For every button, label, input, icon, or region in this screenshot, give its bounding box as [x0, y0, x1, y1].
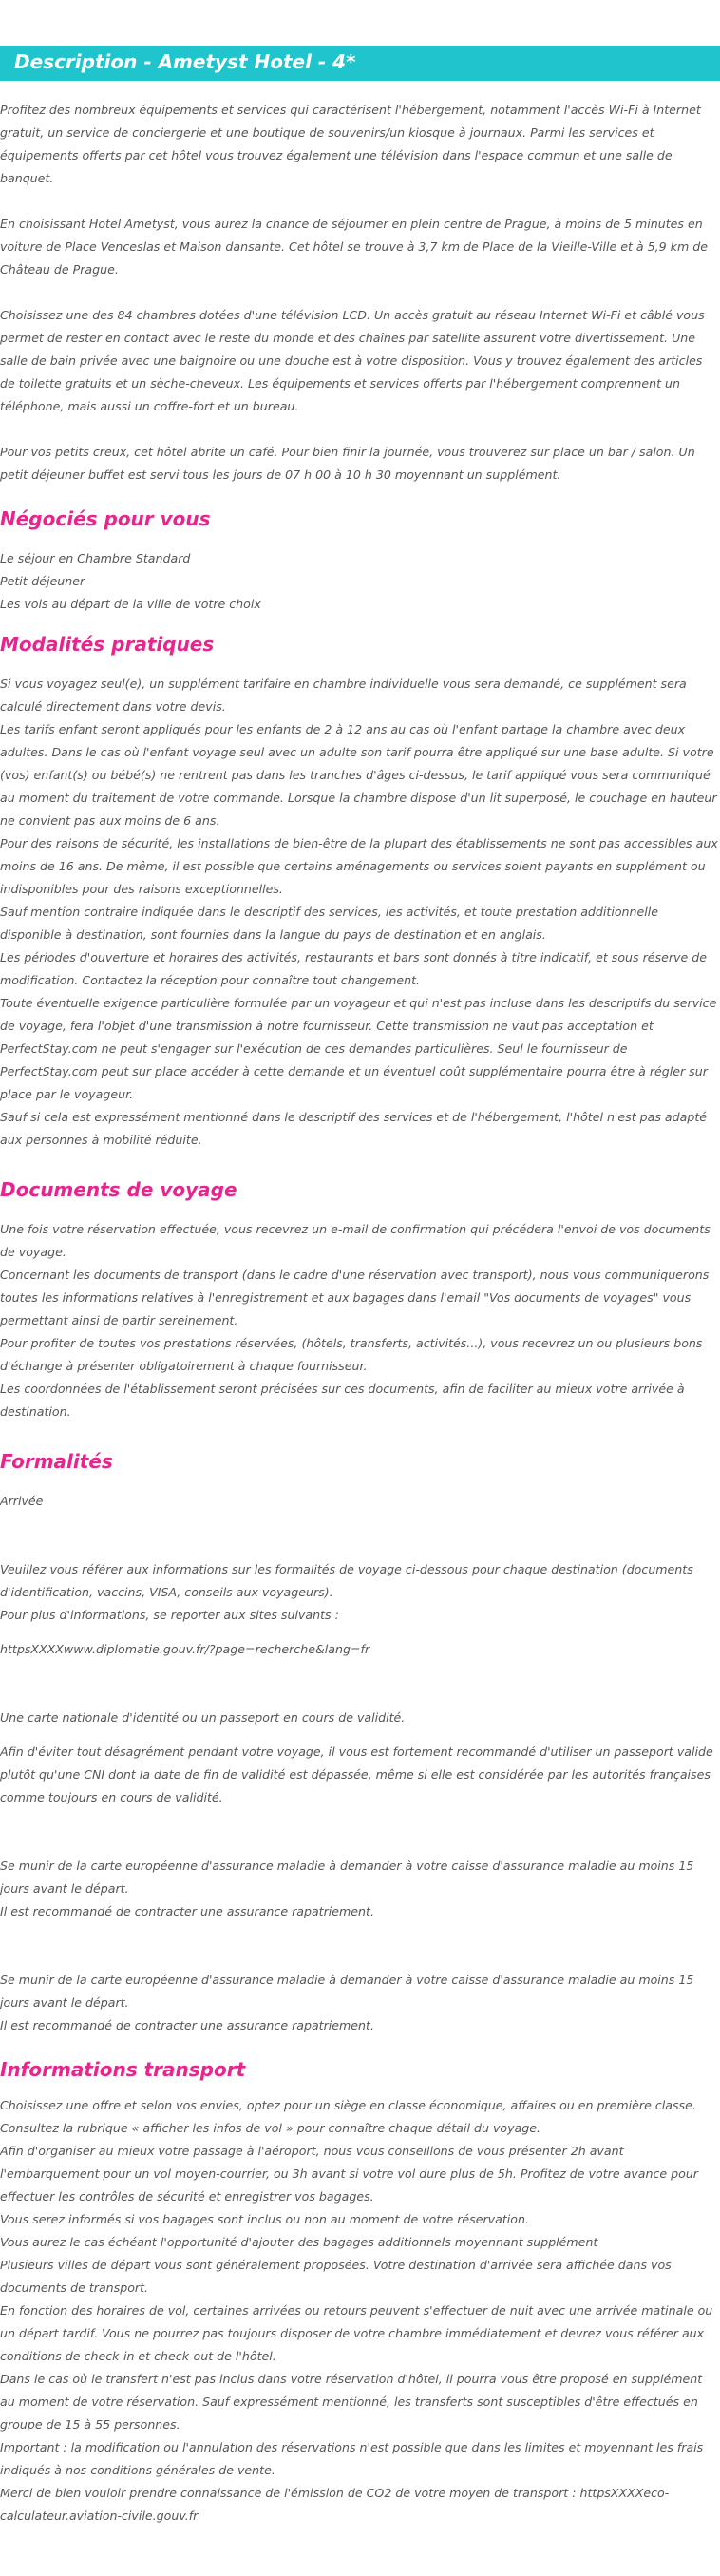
transport-line: Important : la modification ou l'annulation des réservations n'est possible que dans les limites et moyennant les frais indiqués à nos conditions générales de vente. [0, 2440, 704, 2477]
transport-line: Consultez la rubrique « afficher les infos de vol » pour connaître chaque détail du voyage. [0, 2121, 541, 2135]
documents-line: Une fois votre réservation effectuée, vous recevrez un e-mail de confirmation qui précédera l'envoi de vos documents de voyage. [0, 1222, 711, 1259]
transport-line: Afin d'organiser au mieux votre passage à l'aéroport, nous vous conseillons de vous présenter 2h avant l'embarquement pour un vol moyen-courrier, ou 3h avant si votre vol dure plus de 5h. Profitez de votre avance pour effectuer les contrôles de sécurité et enregistrer vos bagages. [0, 2144, 698, 2204]
formalites-munir: Se munir de la carte européenne d'assurance maladie à demander à votre caisse d'assurance maladie au moins 15 jours avant le départ. [0, 1973, 694, 2010]
formalites-munir: Se munir de la carte européenne d'assurance maladie à demander à votre caisse d'assurance maladie au moins 15 jours avant le départ. [0, 1859, 694, 1896]
documents-line: Pour profiter de toutes vos prestations réservées, (hôtels, transferts, activités...), vous recevrez un ou plusieurs bons d'échange à présenter obligatoirement à chaque fournisseur. [0, 1336, 703, 1373]
transport-line: En fonction des horaires de vol, certaines arrivées ou retours peuvent s'effectuer de nuit avec une arrivée matinale ou un départ tardif. Vous ne pourrez pas toujours disposer de votre chambre immédiatement et devrez vous référer aux conditions de check-in et check-out de l'hôtel. [0, 2303, 713, 2363]
modalites-line: Les tarifs enfant seront appliqués pour les enfants de 2 à 12 ans au cas où l'enfant partage la chambre avec deux adultes. Dans le cas où l'enfant voyage seul avec un adulte son tarif pourra être appliqué sur une base adulte. Si votre (vos) enfant(s) ou bébé(s) ne rentrent pas dans les tranches d'âges ci-dessus, le tarif appliqué vous sera communiqué au moment du traitement de votre commande. Lorsque la chambre dispose d'un lit superposé, le couchage en hauteur ne convient pas aux moins de 6 ans. [0, 722, 717, 828]
content [0, 99, 720, 2528]
formalites-rapatriement: Il est recommandé de contracter une assurance rapatriement. [0, 2018, 374, 2032]
transport-line: Choisissez une offre et selon vos envies, optez pour un siège en classe économique, affaires ou en première classe. [0, 2098, 696, 2112]
description-paragraph: Pour vos petits creux, cet hôtel abrite un café. Pour bien finir la journée, vous trouverez sur place un bar / salon. Un petit déjeuner buffet est servi tous les jours de 07 h 00 à 10 h 30 moyennant un supplément. [0, 445, 695, 482]
negocies-heading: Négociés pour vous [0, 507, 211, 530]
formalites-eviter: Afin d'éviter tout désagrément pendant votre voyage, il vous est fortement recommandé d'utiliser un passeport valide plutôt qu'une CNI dont la date de fin de validité est dépassée, même si elle est considérée par les autorités françaises comme toujours en cours de validité. [0, 1745, 713, 1804]
modalites-line: Les périodes d'ouverture et horaires des activités, restaurants et bars sont donnés à titre indicatif, et sous réserve de modification. Contactez la réception pour connaître tout changement. [0, 950, 707, 987]
negocies-item: Les vols au départ de la ville de votre choix [0, 597, 261, 611]
transport-line: Merci de bien vouloir prendre connaissance de l'émission de CO2 de votre moyen de transport : httpsXXXXeco-calculateur.aviation-civile.gouv.fr [0, 2486, 670, 2523]
modalites-line: Toute éventuelle exigence particulière formulée par un voyageur et qui n'est pas incluse dans les descriptifs du service de voyage, fera l'objet d'une transmission à notre fournisseur. Cette transmission ne vaut pas acceptation et PerfectStay.com ne peut s'engager sur l'exécution de ces demandes particulières. Seul le fournisseur de PerfectStay.com peut sur place accéder à cette demande et un éventuel coût supplémentaire pourra être à régler sur place par le voyageur. [0, 996, 717, 1101]
page-title: Description - Ametyst Hotel - 4* [14, 50, 356, 73]
documents-line: Les coordonnées de l'établissement seront précisées sur ces documents, afin de faciliter au mieux votre arrivée à destination. [0, 1382, 685, 1419]
modalites-line: Si vous voyagez seul(e), un supplément tarifaire en chambre individuelle vous sera demandé, ce supplément sera calculé directement dans votre devis. [0, 677, 687, 714]
formalites-heading: Formalités [0, 1450, 113, 1473]
description-section [0, 99, 720, 487]
negocies-item: Petit-déjeuner [0, 574, 85, 588]
transport-line: Dans le cas où le transfert n'est pas inclus dans votre réservation d'hôtel, il pourra vous être proposé en supplément au moment de votre réservation. Sauf expressément mentionné, les transferts sont susceptibles d'être effectués en groupe de 15 à 55 personnes. [0, 2372, 703, 2432]
documents-line: Concernant les documents de transport (dans le cadre d'une réservation avec transport), nous vous communiquerons toutes les informations relatives à l'enregistrement et aux bagages dans l'email "Vos documents de voyages" vous permettant ainsi de partir sereinement. [0, 1268, 710, 1327]
description-paragraph: Profitez des nombreux équipements et services qui caractérisent l'hébergement, notamment l'accès Wi-Fi à Internet gratuit, un service de conciergerie et une boutique de souvenirs/un kiosque à journaux. Parmi les services et équipements offerts par cet hôtel vous trouvez également une télévision dans l'espace commun et une salle de banquet. [0, 103, 701, 185]
documents-heading: Documents de voyage [0, 1178, 237, 1201]
transport-line: Vous aurez le cas échéant l'opportunité d'ajouter des bagages additionnels moyennant supplément [0, 2235, 598, 2249]
modalites-line: Sauf si cela est expressément mentionné dans le descriptif des services et de l'hébergement, l'hôtel n'est pas adapté aux personnes à mobilité réduite. [0, 1110, 708, 1147]
title-banner [0, 46, 720, 81]
modalites-line: Sauf mention contraire indiquée dans le descriptif des services, les activités, et toute prestation additionnelle disponible à destination, sont fournies dans la langue du pays de destination et en anglais. [0, 905, 659, 942]
transport-line: Plusieurs villes de départ vous sont généralement proposées. Votre destination d'arrivée sera affichée dans vos documents de transport. [0, 2258, 672, 2295]
description-paragraph: En choisissant Hotel Ametyst, vous aurez la chance de séjourner en plein centre de Prague, à moins de 5 minutes en voiture de Place Venceslas et Maison dansante. Cet hôtel se trouve à 3,7 km de Place de la Vieille-Ville et à 5,9 km de Château de Prague. [0, 217, 708, 277]
modalites-line: Pour des raisons de sécurité, les installations de bien-être de la plupart des établissements ne sont pas accessibles aux moins de 16 ans. De même, il est possible que certains aménagements ou services soient payants en supplément ou indisponibles pour des raisons exceptionnelles. [0, 836, 718, 896]
modalites-heading: Modalités pratiques [0, 633, 215, 656]
negocies-item: Le séjour en Chambre Standard [0, 551, 191, 565]
formalites-url: httpsXXXXwww.diplomatie.gouv.fr/?page=recherche&lang=fr [0, 1642, 370, 1656]
formalites-rapatriement: Il est recommandé de contracter une assurance rapatriement. [0, 1904, 374, 1918]
formalites-carte: Une carte nationale d'identité ou un passeport en cours de validité. [0, 1710, 406, 1725]
description-paragraph: Choisissez une des 84 chambres dotées d'une télévision LCD. Un accès gratuit au réseau Internet Wi-Fi et câblé vous permet de rester en contact avec le reste du monde et des chaînes par satellite assurent votre divertissement. Une salle de bain privée avec une baignoire ou une douche est à votre disposition. Vous y trouvez également des articles de toilette gratuits et un sèche-cheveux. Les équipements et services offerts par l'hébergement comprennent un téléphone, mais aussi un coffre-fort et un bureau. [0, 308, 705, 413]
transport-line: Vous serez informés si vos bagages sont inclus ou non au moment de votre réservation. [0, 2212, 529, 2226]
transport-heading: Informations transport [0, 2058, 246, 2081]
formalites-plus: Pour plus d'informations, se reporter aux sites suivants : [0, 1608, 339, 1622]
formalites-refer: Veuillez vous référer aux informations sur les formalités de voyage ci-dessous pour chaque destination (documents d'identification, vaccins, VISA, conseils aux voyageurs). [0, 1562, 693, 1599]
formalites-arrivee: Arrivée [0, 1494, 44, 1508]
